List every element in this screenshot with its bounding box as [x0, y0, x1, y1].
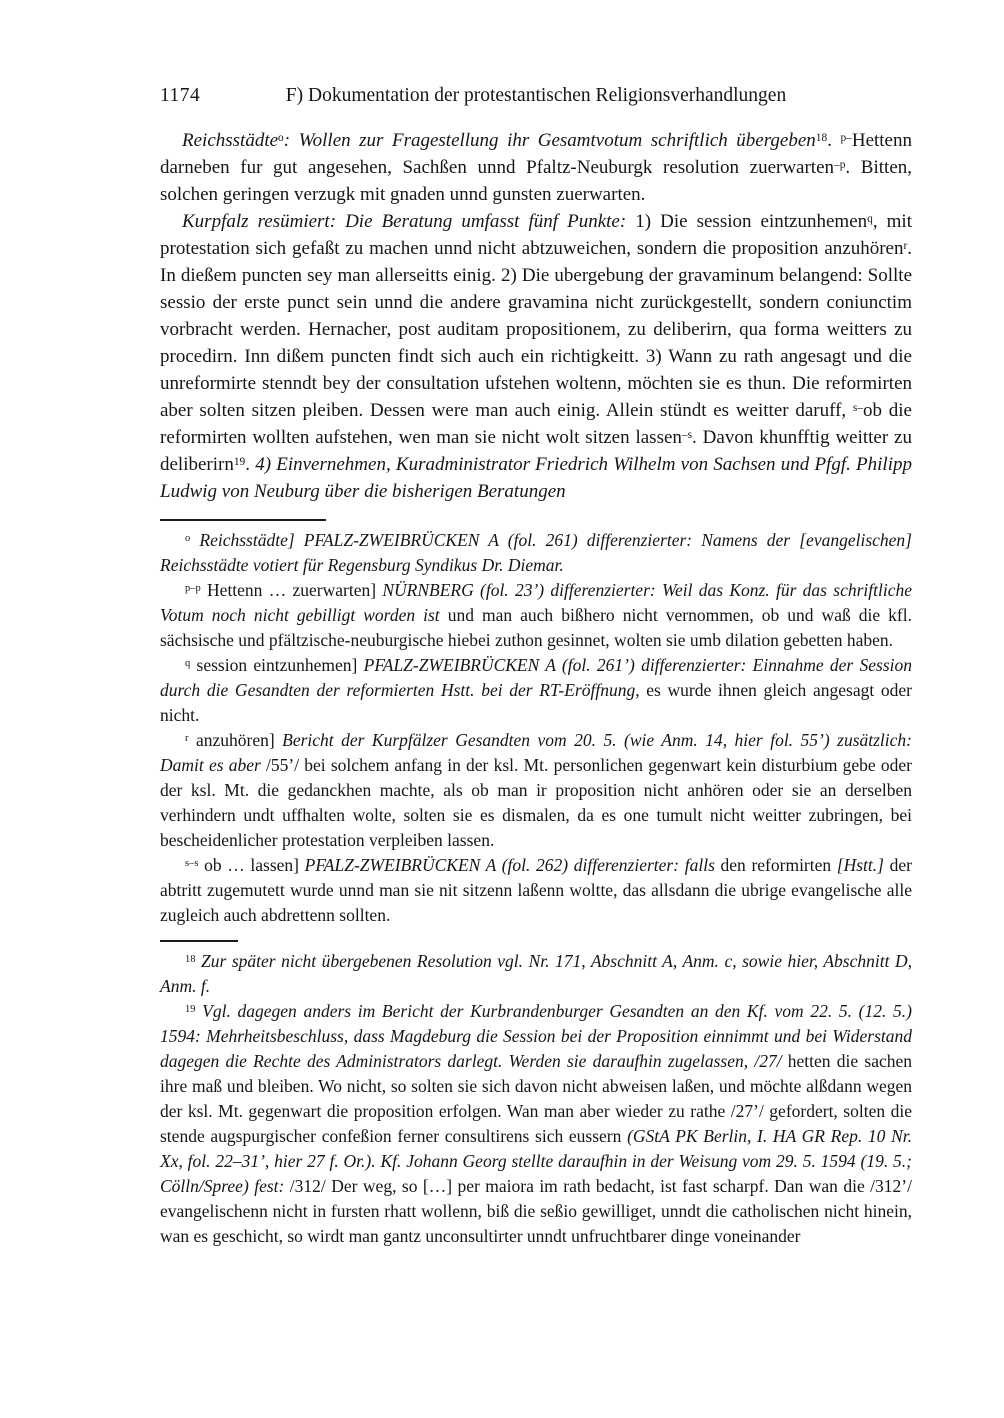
main-text-block [160, 127, 912, 505]
footnote-mark: p– [840, 131, 852, 144]
footnote-mark: s–s [185, 858, 199, 870]
text-segment: 1) Die session eintzunhemen [626, 211, 868, 232]
body-paragraph [160, 127, 912, 208]
text-segment: session eintzunhemen] [190, 655, 364, 675]
footnote-mark: 18 [185, 954, 196, 966]
text-segment: und man auch bißhero nicht vernommen, ob und waß die kfl. sächsische und pfältzische-neuburgische hiebei zuthon gesinnet, wolten sie umb dilation gebetten haben. [160, 605, 912, 650]
footnote-mark: –s [681, 428, 693, 441]
apparatus-separator-rule [160, 519, 326, 521]
text-segment: . [827, 130, 841, 151]
footnote-mark: o [278, 131, 284, 144]
text-segment: Hettenn … zuerwarten] [200, 580, 383, 600]
text-segment: . [245, 454, 256, 475]
text-segment: den reformirten [714, 855, 837, 875]
footnote-mark: q [185, 658, 191, 670]
footnote-mark: s– [852, 401, 864, 414]
footnote-separator-rule [160, 940, 238, 942]
footnote-mark: –p [834, 158, 846, 171]
footnote-mark: o [185, 533, 191, 545]
text-segment: (GStA PK Berlin, I. HA GR Rep. 10 Nr. Xx, fol. 22–31’, hier 27 f. Or.). Kf. Johann Georg stellte daraufhin in der Weisung vom 29. 5. 1594 (19. 5.; Cölln/Spree) fest: [160, 1126, 912, 1196]
text-segment: NÜRNBERG (fol. 23’) differenzierter: Weil das Konz. für das schriftliche Votum noch nicht gebilligt worden ist [160, 580, 913, 625]
text-segment: Zur später nicht übergebenen Resolution vgl. Nr. 171, Abschnitt A, Anm. c, sowie hier, Abschnitt D, Anm. f. [160, 951, 912, 996]
apparatus-note [160, 578, 912, 653]
footnote-mark: 19 [185, 1004, 196, 1016]
page-number: 1174 [160, 85, 201, 106]
text-segment: hetten die sachen ihre maß und bleiben. Wo nicht, so solten sie sich davon nicht abweisen laßen, und möchte alßdann wegen der ksl. Mt. gegenwart die proposition erfolgen. Wan man aber wieder zu rathe /27’/ gefordert, solten die stende augspurgischer confeßion ferner consultirens sich eussern [160, 1051, 912, 1146]
text-segment: anzuhören] [188, 730, 283, 750]
apparatus-note [160, 653, 912, 728]
footnotes-numbered [160, 949, 912, 1249]
body-paragraph [160, 208, 912, 505]
footnote-mark: q [867, 212, 873, 225]
text-segment: : Wollen zur Fragestellung ihr Gesamtvotum schriftlich übergeben [283, 130, 816, 151]
apparatus-note [160, 853, 912, 928]
text-segment: /312/ Der weg, so […] per maiora im rath bedacht, ist fast scharpf. Dan wan die /312’/ evangelischenn nicht in fursten rhatt wollenn, biß die seßio gewilliget, unndt die catholischen nicht hinein, wan es geschicht, so wirdt man gantz unconsultirter unndt unfruchtbarer dinge voneinander [160, 1176, 912, 1246]
text-segment: [Hstt.] [836, 855, 884, 875]
text-segment: . Bitten, solchen geringen verzugk mit gnaden unnd gunsten zuerwarten. [160, 157, 912, 205]
page-header [160, 84, 912, 110]
text-segment: Hettenn darneben fur gut angesehen, Sachßen unnd Pfaltz-Neuburgk resolution zuerwarten [160, 130, 912, 178]
text-segment: es wurde ihnen gleich angesagt oder nicht. [160, 680, 912, 725]
text-segment: 4) Einvernehmen, Kuradministrator Friedrich Wilhelm von Sachsen und Pfgf. Philipp Ludwig von Neuburg über die bisherigen Beratungen [160, 454, 912, 502]
apparatus-note [160, 728, 912, 853]
text-segment: PFALZ-ZWEIBRÜCKEN A (fol. 262) differenzierter: falls [304, 855, 715, 875]
text-segment: Reichsstädte [182, 130, 279, 151]
text-segment: Bericht der Kurpfälzer Gesandten vom 20. 5. (wie Anm. 14, hier fol. 55’) zusätzlich: Damit es aber [160, 730, 912, 775]
text-segment: ob die reformirten wollten aufstehen, wen man sie nicht wolt sitzen lassen [160, 400, 912, 448]
footnote-mark: p–p [185, 583, 201, 595]
footnote [160, 949, 912, 999]
text-segment: . In dießem puncten sey man allerseitts einig. 2) Die ubergebung der gravaminum belangend: Sollte sessio der erste punct sein unnd die andere gravamina nicht zurückgestellt, sondern coniunctim vorbracht werden. Hernacher, post auditam propositionem, zu deliberirn, qua forma weitters zu procedirn. Inn dißem puncten findt sich auch ein richtigkeitt. 3) Wann zu rath angesagt und die unreformirte stenndt bey der consultation ufstehen woltenn, möchten sie es thun. Die reformirten aber solten sitzen pleiben. Dessen were man auch einig. Allein stündt es weitter daruff, [160, 238, 912, 421]
text-segment: Reichsstädte] PFALZ-ZWEIBRÜCKEN A (fol. 261) differenzierter: Namens der [evangelischen] Reichsstädte votiert für Regensburg Syndikus Dr. Diemar. [160, 530, 912, 575]
text-segment: Vgl. dagegen anders im Bericht der Kurbrandenburger Gesandten an den Kf. vom 22. 5. (12. 5.) 1594: Mehrheitsbeschluss, dass Magdeburg die Session bei der Proposition einnimmt und bei Widerstand dagegen die Rechte des Administrators darlegt. Werden sie daraufhin zugelassen, /27/ [160, 1001, 912, 1071]
text-segment: ob … lassen] [198, 855, 305, 875]
text-segment: PFALZ-ZWEIBRÜCKEN A (fol. 261’) differenzierter: Einnahme der Session durch die Gesandten der reformierten Hstt. bei der RT-Eröffnung, [160, 655, 912, 700]
footnote-mark: 18 [815, 131, 828, 144]
footnote-mark: r [903, 239, 908, 252]
text-segment: der abtritt zugemutett wurde unnd man sie nit sitzenn laßenn woltte, das allsdann die ubrige evangelische alle zugleich auch abdrettenn sollten. [160, 855, 912, 925]
running-header-title: F) Dokumentation der protestantischen Religionsverhandlungen [285, 85, 787, 106]
apparatus-note [160, 528, 912, 578]
text-segment: , mit protestation sich gefaßt zu machen unnd nicht abtzuweichen, sondern die proposition anzuhören [160, 211, 912, 259]
text-segment: /55’/ bei solchem anfang in der ksl. Mt. personlichen gegenwart kein disturbium gebe oder der ksl. Mt. die gedanckhen machte, als ob man ir proposition nicht anhören oder sie an derselben verhindern undt uffhalten wolte, solten sie es dismalen, da es one tumult nicht weitter zubringen, bei bescheidenlicher protestation verpleiben lassen. [160, 755, 913, 850]
critical-apparatus-letters [160, 528, 912, 928]
text-segment: . Davon khunfftig weitter zu deliberirn [160, 427, 912, 475]
footnote-mark: 19 [233, 455, 246, 468]
text-segment: Kurpfalz resümiert: Die Beratung umfasst fünf Punkte: [182, 211, 627, 232]
footnote [160, 999, 912, 1249]
footnote-mark: r [185, 733, 189, 745]
